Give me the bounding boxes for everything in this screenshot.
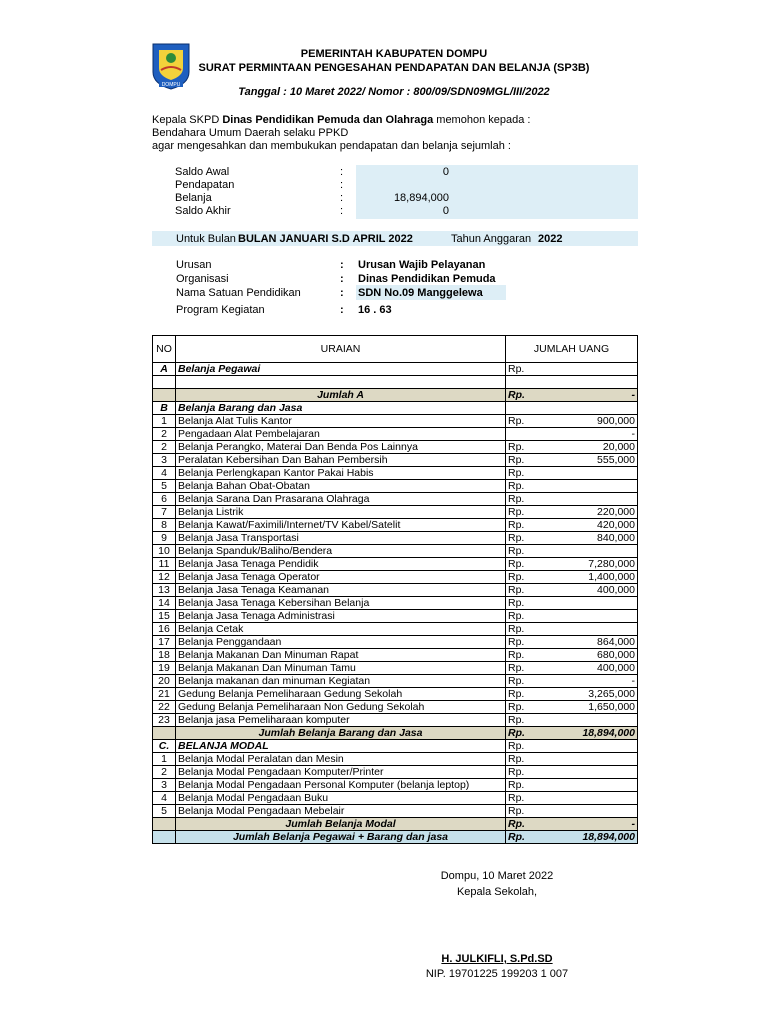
row-amount	[550, 766, 638, 779]
row-amount: -	[550, 818, 638, 831]
row-no: 6	[153, 493, 176, 506]
table-row	[153, 571, 638, 584]
row-no	[153, 389, 176, 402]
row-label: Belanja Modal Pengadaan Mebelair	[176, 805, 506, 818]
row-label: Belanja Jasa Transportasi	[176, 532, 506, 545]
table-row	[153, 805, 638, 818]
table-row	[153, 558, 638, 571]
table-row	[153, 792, 638, 805]
row-label: Belanja Perangko, Materai Dan Benda Pos Lainnya	[176, 441, 506, 454]
row-label: Belanja Barang dan Jasa	[176, 402, 506, 415]
row-no: 17	[153, 636, 176, 649]
row-rp: Rp.	[506, 818, 550, 831]
row-label: Peralatan Kebersihan Dan Bahan Pembersih	[176, 454, 506, 467]
row-label: Belanja Jasa Tenaga Keamanan	[176, 584, 506, 597]
row-no: 8	[153, 519, 176, 532]
urusan-value: Urusan Wajib Pelayanan	[358, 259, 486, 271]
signature-place-date: Dompu, 10 Maret 2022	[440, 870, 554, 882]
row-amount: 18,894,000	[550, 831, 638, 844]
row-no: 11	[153, 558, 176, 571]
row-amount: 20,000	[550, 441, 638, 454]
header-date-number: Tanggal : 10 Maret 2022/ Nomor : 800/09/SDN09MGL/III/2022	[238, 86, 550, 98]
total-c-row	[153, 818, 638, 831]
row-label: BELANJA MODAL	[176, 740, 506, 753]
saldo-value: 0	[442, 205, 449, 217]
intro-prefix: Kepala SKPD	[152, 114, 223, 126]
row-no: 22	[153, 701, 176, 714]
row-label: Belanja Makanan Dan Minuman Tamu	[176, 662, 506, 675]
row-amount	[550, 480, 638, 493]
row-label: Belanja Modal Pengadaan Komputer/Printer	[176, 766, 506, 779]
table-row	[153, 779, 638, 792]
section-a-row	[153, 363, 638, 376]
row-amount: 18,894,000	[550, 727, 638, 740]
org-colon: :	[340, 304, 344, 316]
row-rp: Rp.	[506, 831, 550, 844]
row-amount	[550, 402, 638, 415]
row-rp: Rp.	[506, 597, 550, 610]
row-rp: Rp.	[506, 636, 550, 649]
row-rp	[506, 402, 550, 415]
row-no: 3	[153, 454, 176, 467]
row-amount: 555,000	[550, 454, 638, 467]
row-amount	[550, 623, 638, 636]
row-rp: Rp.	[506, 675, 550, 688]
row-no: 1	[153, 415, 176, 428]
intro-line3: agar mengesahkan dan membukukan pendapatan dan belanja sejumlah :	[152, 140, 511, 152]
row-amount: 7,280,000	[550, 558, 638, 571]
col-header-uraian: URAIAN	[176, 336, 506, 363]
row-rp: Rp.	[506, 714, 550, 727]
row-amount: 900,000	[550, 415, 638, 428]
row-amount: 864,000	[550, 636, 638, 649]
signature-name: H. JULKIFLI, S.Pd.SD	[441, 953, 553, 965]
saldo-label: Saldo Akhir	[175, 205, 231, 217]
table-row	[153, 766, 638, 779]
row-rp: Rp.	[506, 766, 550, 779]
row-no: 14	[153, 597, 176, 610]
spacer-row	[153, 376, 638, 389]
saldo-colon: :	[340, 166, 344, 178]
row-rp: Rp.	[506, 506, 550, 519]
table-row	[153, 597, 638, 610]
table-row	[153, 675, 638, 688]
row-label: Belanja Listrik	[176, 506, 506, 519]
table-row	[153, 467, 638, 480]
row-no: 19	[153, 662, 176, 675]
row-label: Belanja makanan dan minuman Kegiatan	[176, 675, 506, 688]
period-value: BULAN JANUARI S.D APRIL 2022	[238, 233, 413, 245]
table-row	[153, 701, 638, 714]
row-label: Belanja Kawat/Faximili/Internet/TV Kabel/Satelit	[176, 519, 506, 532]
row-amount	[550, 597, 638, 610]
row-label: Belanja Jasa Tenaga Kebersihan Belanja	[176, 597, 506, 610]
row-no: 2	[153, 428, 176, 441]
org-colon: :	[340, 259, 344, 271]
row-rp: Rp.	[506, 779, 550, 792]
row-no: 20	[153, 675, 176, 688]
program-value: 16 . 63	[358, 304, 392, 316]
row-amount: 1,650,000	[550, 701, 638, 714]
row-label: Jumlah Belanja Barang dan Jasa	[176, 727, 506, 740]
saldo-colon: :	[340, 192, 344, 204]
row-label: Belanja Bahan Obat-Obatan	[176, 480, 506, 493]
table-row	[153, 662, 638, 675]
row-no: B	[153, 402, 176, 415]
row-rp: Rp.	[506, 610, 550, 623]
intro-suffix: memohon kepada :	[433, 114, 531, 126]
saldo-colon: :	[340, 179, 344, 191]
budget-table	[152, 335, 638, 844]
row-amount: 3,265,000	[550, 688, 638, 701]
row-label: Jumlah Belanja Pegawai + Barang dan jasa	[176, 831, 506, 844]
row-amount	[550, 610, 638, 623]
row-no: 15	[153, 610, 176, 623]
table-row	[153, 545, 638, 558]
row-rp: Rp.	[506, 740, 550, 753]
row-rp: Rp.	[506, 805, 550, 818]
section-b-row	[153, 402, 638, 415]
col-header-jumlah: JUMLAH UANG	[506, 336, 638, 363]
row-rp: Rp.	[506, 532, 550, 545]
row-label: Belanja Cetak	[176, 623, 506, 636]
row-label: Pengadaan Alat Pembelajaran	[176, 428, 506, 441]
row-rp: Rp.	[506, 545, 550, 558]
table-row	[153, 610, 638, 623]
saldo-label: Belanja	[175, 192, 212, 204]
row-no: 5	[153, 805, 176, 818]
table-row	[153, 506, 638, 519]
row-label: Belanja Perlengkapan Kantor Pakai Habis	[176, 467, 506, 480]
saldo-value: 0	[442, 166, 449, 178]
row-rp: Rp.	[506, 519, 550, 532]
row-label: Gedung Belanja Pemeliharaan Gedung Sekolah	[176, 688, 506, 701]
row-no: A	[153, 363, 176, 376]
year-value: 2022	[538, 233, 563, 245]
table-row	[153, 623, 638, 636]
row-rp: Rp.	[506, 480, 550, 493]
table-row	[153, 428, 638, 441]
section-c-row	[153, 740, 638, 753]
row-no: 23	[153, 714, 176, 727]
row-rp: Rp.	[506, 727, 550, 740]
program-label: Program Kegiatan	[176, 304, 265, 316]
row-rp: Rp.	[506, 701, 550, 714]
row-amount	[550, 714, 638, 727]
row-label: Belanja Penggandaan	[176, 636, 506, 649]
row-rp: Rp.	[506, 792, 550, 805]
row-amount	[550, 467, 638, 480]
table-row	[153, 753, 638, 766]
header-government: PEMERINTAH KABUPATEN DOMPU	[300, 48, 488, 60]
row-rp: Rp.	[506, 389, 550, 402]
row-label: Belanja jasa Pemeliharaan komputer	[176, 714, 506, 727]
organisasi-label: Organisasi	[176, 273, 229, 285]
row-label: Belanja Modal Pengadaan Buku	[176, 792, 506, 805]
header-title: SURAT PERMINTAAN PENGESAHAN PENDAPATAN DAN BELANJA (SP3B)	[198, 62, 590, 74]
table-row	[153, 519, 638, 532]
intro-skpd: Dinas Pendidikan Pemuda dan Olahraga	[222, 114, 434, 126]
table-row	[153, 714, 638, 727]
table-row	[153, 441, 638, 454]
row-amount: 1,400,000	[550, 571, 638, 584]
row-rp: Rp.	[506, 415, 550, 428]
row-rp: Rp.	[506, 584, 550, 597]
row-no: 1	[153, 753, 176, 766]
organisasi-value: Dinas Pendidikan Pemuda	[358, 273, 496, 285]
row-no: 2	[153, 766, 176, 779]
row-no: 18	[153, 649, 176, 662]
grand-total-row	[153, 831, 638, 844]
row-amount: 840,000	[550, 532, 638, 545]
row-label: Belanja Modal Peralatan dan Mesin	[176, 753, 506, 766]
row-label: Belanja Alat Tulis Kantor	[176, 415, 506, 428]
row-amount: 220,000	[550, 506, 638, 519]
intro-line2: Bendahara Umum Daerah selaku PPKD	[152, 127, 349, 139]
row-no: 7	[153, 506, 176, 519]
table-row	[153, 480, 638, 493]
row-amount: -	[550, 389, 638, 402]
row-no: 2	[153, 441, 176, 454]
row-label: Belanja Jasa Tenaga Pendidik	[176, 558, 506, 571]
urusan-label: Urusan	[176, 259, 212, 271]
row-amount	[550, 753, 638, 766]
row-amount: 420,000	[550, 519, 638, 532]
row-rp: Rp.	[506, 493, 550, 506]
table-row	[153, 636, 638, 649]
row-no: 13	[153, 584, 176, 597]
saldo-value: 18,894,000	[393, 192, 449, 204]
row-rp: Rp.	[506, 688, 550, 701]
row-amount: 680,000	[550, 649, 638, 662]
row-no: C.	[153, 740, 176, 753]
row-label: Belanja Sarana Dan Prasarana Olahraga	[176, 493, 506, 506]
row-label: Jumlah A	[176, 389, 506, 402]
row-rp: Rp.	[506, 467, 550, 480]
saldo-colon: :	[340, 205, 344, 217]
table-row	[153, 649, 638, 662]
row-rp: Rp.	[506, 558, 550, 571]
table-header-row	[153, 336, 638, 363]
row-label: Gedung Belanja Pemeliharaan Non Gedung Sekolah	[176, 701, 506, 714]
row-rp: Rp.	[506, 662, 550, 675]
row-no: 10	[153, 545, 176, 558]
row-rp: Rp.	[506, 441, 550, 454]
row-label: Belanja Jasa Tenaga Operator	[176, 571, 506, 584]
saldo-label: Saldo Awal	[175, 166, 230, 178]
row-amount	[550, 493, 638, 506]
table-row	[153, 493, 638, 506]
intro-line1	[152, 114, 530, 126]
satuan-value: SDN No.09 Manggelewa	[358, 287, 483, 299]
total-b-row	[153, 727, 638, 740]
row-amount	[550, 779, 638, 792]
row-label: Belanja Makanan Dan Minuman Rapat	[176, 649, 506, 662]
svg-text:DOMPU: DOMPU	[161, 82, 181, 88]
signature-nip: NIP. 19701225 199203 1 007	[425, 968, 569, 980]
row-no	[153, 831, 176, 844]
row-label: Belanja Spanduk/Baliho/Bendera	[176, 545, 506, 558]
row-rp: Rp.	[506, 623, 550, 636]
total-a-row	[153, 389, 638, 402]
row-amount: -	[550, 675, 638, 688]
row-amount	[550, 805, 638, 818]
row-amount	[550, 740, 638, 753]
org-colon: :	[340, 273, 344, 285]
row-amount: 400,000	[550, 584, 638, 597]
row-label: Belanja Modal Pengadaan Personal Komputer (belanja leptop)	[176, 779, 506, 792]
row-amount: -	[550, 428, 638, 441]
row-amount	[550, 363, 638, 376]
row-no: 12	[153, 571, 176, 584]
signature-title: Kepala Sekolah,	[456, 886, 538, 898]
row-label: Belanja Jasa Tenaga Administrasi	[176, 610, 506, 623]
row-no: 5	[153, 480, 176, 493]
col-header-no: NO	[153, 336, 176, 363]
table-row	[153, 584, 638, 597]
row-rp	[506, 428, 550, 441]
saldo-label: Pendapatan	[175, 179, 235, 191]
row-no: 16	[153, 623, 176, 636]
row-amount	[550, 545, 638, 558]
row-no: 4	[153, 792, 176, 805]
row-no: 21	[153, 688, 176, 701]
row-rp: Rp.	[506, 571, 550, 584]
row-no	[153, 727, 176, 740]
row-rp: Rp.	[506, 363, 550, 376]
row-amount	[550, 792, 638, 805]
table-row	[153, 532, 638, 545]
satuan-label: Nama Satuan Pendidikan	[176, 287, 301, 299]
row-label: Jumlah Belanja Modal	[176, 818, 506, 831]
period-label: Untuk Bulan	[176, 233, 236, 245]
year-label: Tahun Anggaran	[451, 233, 532, 245]
org-colon: :	[340, 287, 344, 299]
row-no: 9	[153, 532, 176, 545]
row-no	[153, 818, 176, 831]
table-row	[153, 688, 638, 701]
row-rp: Rp.	[506, 649, 550, 662]
row-rp: Rp.	[506, 753, 550, 766]
row-no: 3	[153, 779, 176, 792]
table-row	[153, 415, 638, 428]
row-rp: Rp.	[506, 454, 550, 467]
row-no: 4	[153, 467, 176, 480]
row-label: Belanja Pegawai	[176, 363, 506, 376]
table-row	[153, 454, 638, 467]
row-amount: 400,000	[550, 662, 638, 675]
